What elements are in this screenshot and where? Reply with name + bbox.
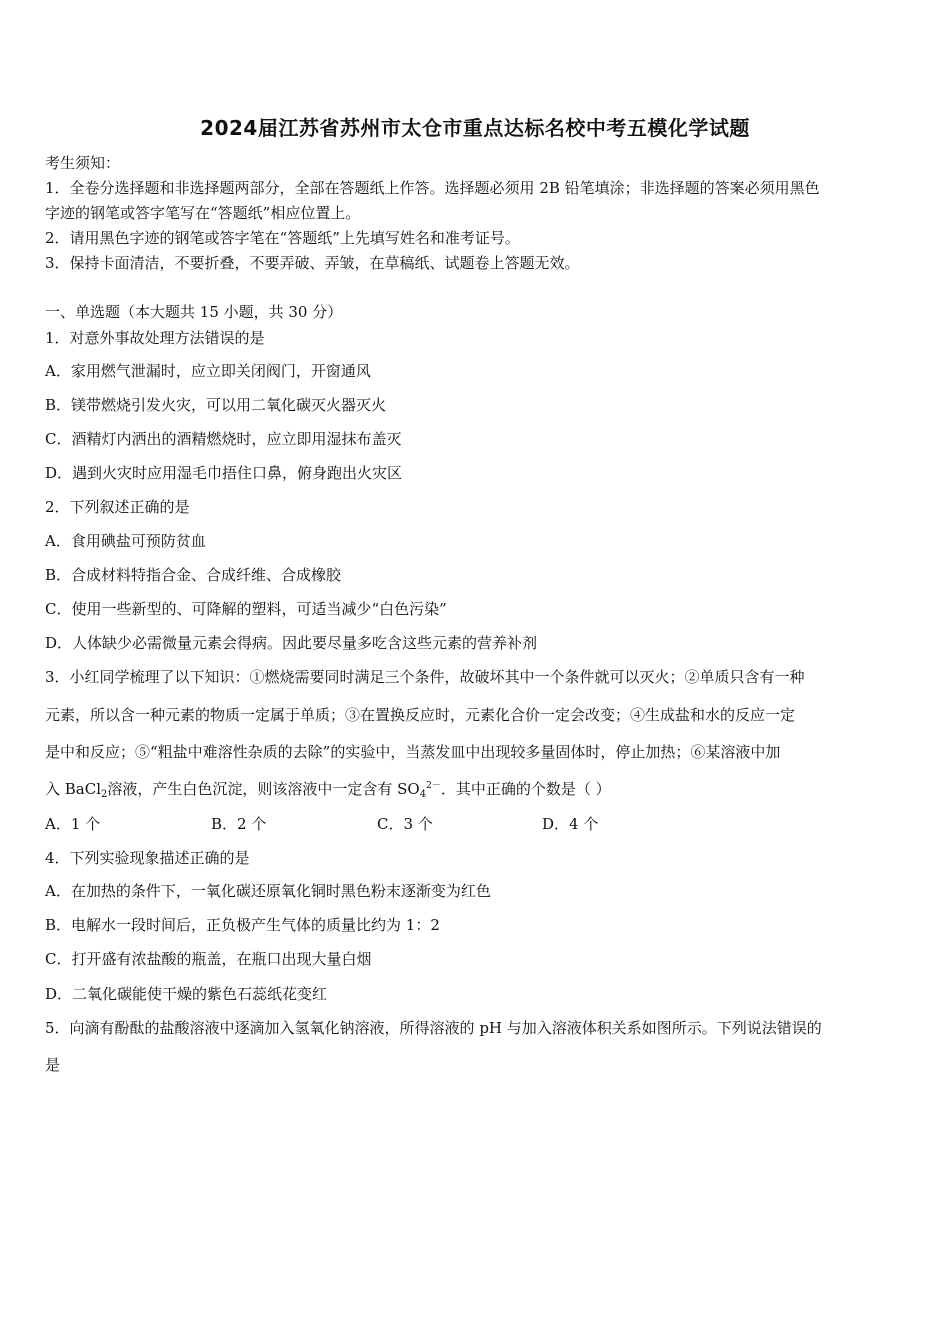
- section-heading: 一、单选题（本大题共 15 小题，共 30 分）: [45, 303, 343, 321]
- page-title: 2024届江苏省苏州市太仓市重点达标名校中考五模化学试题: [200, 116, 750, 140]
- question-4-option-c: C．打开盛有浓盐酸的瓶盖，在瓶口出现大量白烟: [45, 950, 372, 968]
- question-3-line: 3．小红同学梳理了以下知识：①燃烧需要同时满足三个条件，故破坏其中一个条件就可以灭火；②单质只含有一种: [45, 668, 805, 686]
- question-5-line: 是: [45, 1056, 61, 1074]
- q3-text-a: 入 BaCl: [45, 780, 102, 798]
- question-1-option-b: B．镁带燃烧引发火灾，可以用二氧化碳灭火器灭火: [45, 396, 387, 414]
- notice-item: 1．全卷分选择题和非选择题两部分，全部在答题纸上作答。选择题必须用 2B 铅笔填涂；非选择题的答案必须用黑色: [45, 179, 820, 197]
- question-2-option-a: A．食用碘盐可预防贫血: [45, 532, 206, 550]
- question-1-option-d: D．遇到火灾时应用湿毛巾捂住口鼻，俯身跑出火灾区: [45, 464, 403, 482]
- q3-text-c: ．其中正确的个数是（ ）: [440, 780, 611, 798]
- question-4-stem: 4．下列实验现象描述正确的是: [45, 849, 250, 867]
- question-5-line: 5．向滴有酚酞的盐酸溶液中逐滴加入氢氧化钠溶液，所得溶液的 pH 与加入溶液体积关系如图所示。下列说法错误的: [45, 1019, 822, 1037]
- notice-item: 3．保持卡面清洁，不要折叠，不要弄破、弄皱，在草稿纸、试题卷上答题无效。: [45, 254, 580, 272]
- notice-item: 2．请用黑色字迹的钢笔或答字笔在“答题纸”上先填写姓名和准考证号。: [45, 229, 520, 247]
- q3-superscript: 2－: [426, 781, 441, 791]
- question-2-option-d: D．人体缺少必需微量元素会得病。因此要尽量多吃含这些元素的营养补剂: [45, 634, 538, 652]
- question-3-line: 是中和反应；⑤“粗盐中难溶性杂质的去除”的实验中，当蒸发皿中出现较多量固体时，停止加热；⑥某溶液中加: [45, 743, 781, 761]
- question-3-option-a: A．1 个: [45, 815, 101, 833]
- question-2-option-c: C．使用一些新型的、可降解的塑料，可适当减少“白色污染”: [45, 600, 447, 618]
- q3-subscript: 2: [101, 789, 108, 800]
- question-4-option-a: A．在加热的条件下，一氧化碳还原氧化铜时黑色粉末逐渐变为红色: [45, 882, 491, 900]
- notice-item: 字迹的钢笔或答字笔写在“答题纸”相应位置上。: [45, 204, 361, 222]
- question-3-line: 元素，所以含一种元素的物质一定属于单质；③在置换反应时，元素化合价一定会改变；④生成盐和水的反应一定: [45, 706, 796, 724]
- question-1-option-c: C．酒精灯内洒出的酒精燃烧时，应立即用湿抹布盖灭: [45, 430, 402, 448]
- q3-subscript: 4: [419, 789, 427, 800]
- question-3-line: [45, 778, 611, 800]
- question-4-option-d: D．二氧化碳能使干燥的紫色石蕊纸花变红: [45, 985, 328, 1003]
- question-4-option-b: B．电解水一段时间后，正负极产生气体的质量比约为 1：2: [45, 916, 440, 934]
- question-1-stem: 1．对意外事故处理方法错误的是: [45, 329, 265, 347]
- question-3-option-b: B．2 个: [211, 815, 267, 833]
- question-2-stem: 2．下列叙述正确的是: [45, 498, 190, 516]
- question-1-option-a: A．家用燃气泄漏时，应立即关闭阀门，开窗通风: [45, 362, 371, 380]
- question-2-option-b: B．合成材料特指合金、合成纤维、合成橡胶: [45, 566, 342, 584]
- q3-text-b: 溶液，产生白色沉淀，则该溶液中一定含有 SO: [107, 780, 420, 798]
- notice-heading: 考生须知：: [45, 154, 121, 172]
- question-3-option-d: D．4 个: [542, 815, 599, 833]
- question-3-option-c: C．3 个: [377, 815, 433, 833]
